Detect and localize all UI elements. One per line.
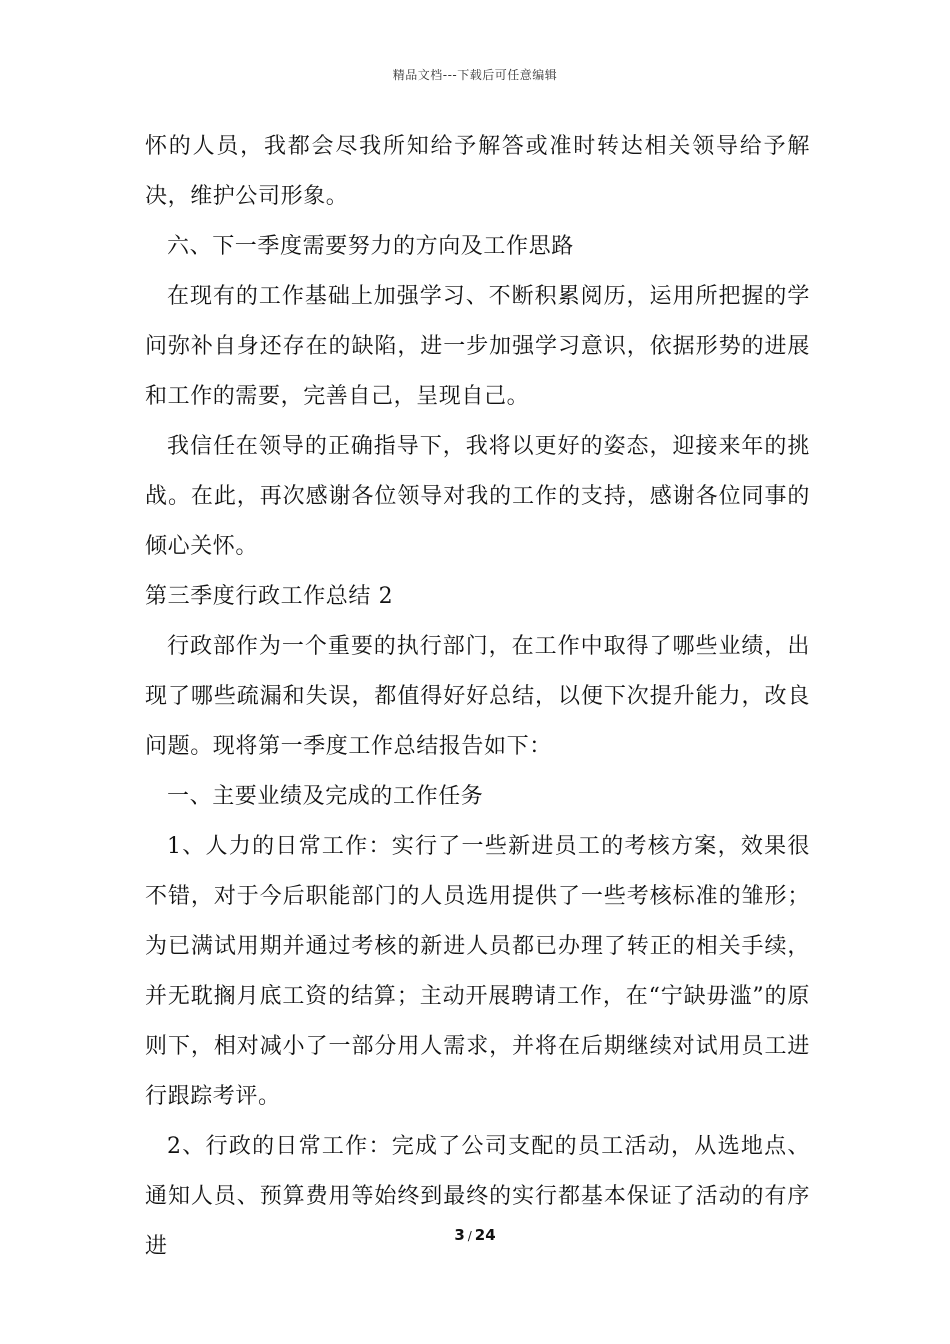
page-number xyxy=(0,1226,950,1244)
document-body xyxy=(145,122,810,1272)
page-separator: / xyxy=(467,1229,472,1243)
section-heading-one: 一、主要业绩及完成的工作任务 xyxy=(167,784,484,809)
document-title: 第三季度行政工作总结 2 xyxy=(145,584,394,609)
section-heading-six: 六、下一季度需要努力的方向及工作思路 xyxy=(167,234,574,259)
paragraph-work-plan: 在现有的工作基础上加强学习、不断积累阅历，运用所把握的学问弥补自身还存在的缺陷，进一步加强学习意识，依据形势的进展和工作的需要，完善自己，呈现自己。 xyxy=(145,284,810,409)
paragraph-admin-work: 2、行政的日常工作：完成了公司支配的员工活动，从选地点、通知人员、预算费用等始终到最终的实行都基本保证了活动的有序进 xyxy=(145,1134,810,1259)
paragraph-continuation: 怀的人员，我都会尽我所知给予解答或准时转达相关领导给予解决，维护公司形象。 xyxy=(145,134,810,209)
total-pages: 24 xyxy=(474,1226,496,1244)
paragraph-intro: 行政部作为一个重要的执行部门，在工作中取得了哪些业绩，出现了哪些疏漏和失误，都值得好好总结，以便下次提升能力，改良问题。现将第一季度工作总结报告如下： xyxy=(145,634,810,759)
page-header: 精品文档---下载后可任意编辑 xyxy=(392,68,558,82)
paragraph-thanks: 我信任在领导的正确指导下，我将以更好的姿态，迎接来年的挑战。在此，再次感谢各位领导对我的工作的支持，感谢各位同事的倾心关怀。 xyxy=(145,434,810,559)
paragraph-hr-work: 1、人力的日常工作：实行了一些新进员工的考核方案，效果很不错，对于今后职能部门的人员选用提供了一些考核标准的雏形；为已满试用期并通过考核的新进人员都已办理了转正的相关手续，并无耽搁月底工资的结算；主动开展聘请工作，在“宁缺毋滥”的原则下，相对减小了一部分用人需求，并将在后期继续对试用员工进行跟踪考评。 xyxy=(145,834,810,1109)
current-page: 3 xyxy=(454,1226,465,1244)
